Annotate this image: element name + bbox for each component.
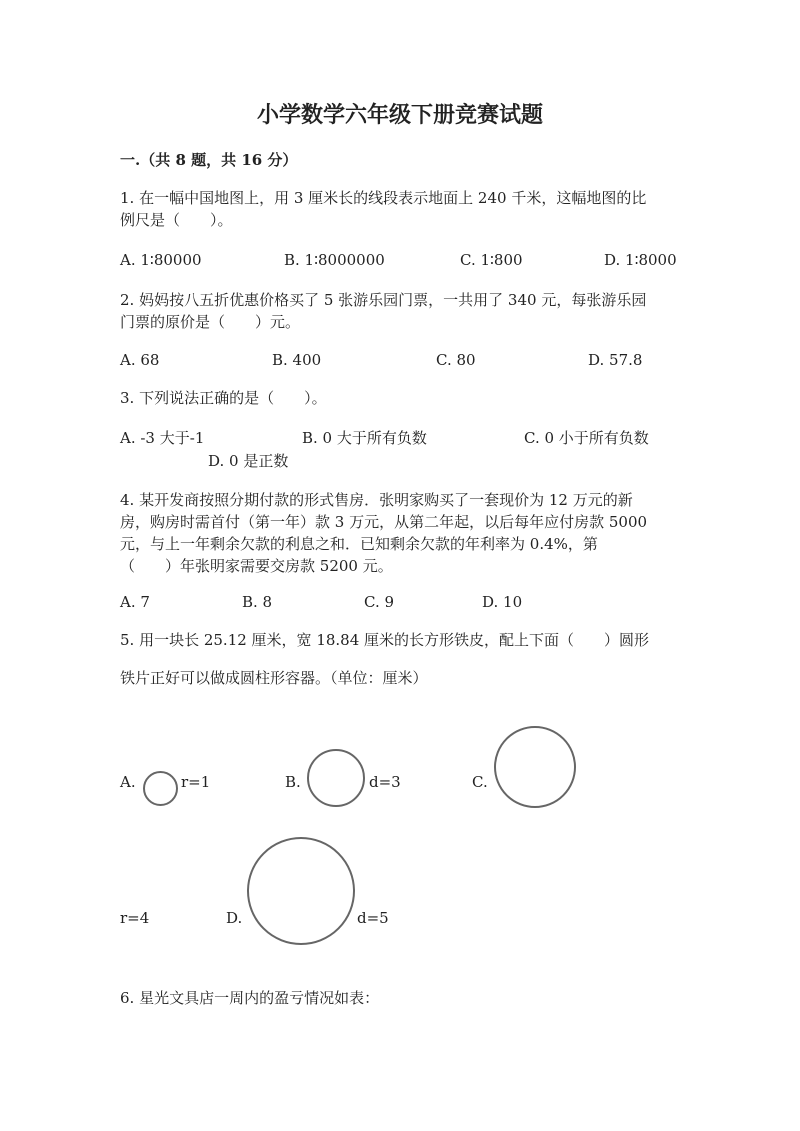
q1-option-b[interactable]: B. 1∶8000000 (284, 251, 385, 269)
q4-option-c[interactable]: C. 9 (364, 593, 395, 611)
q3-option-c[interactable]: C. 0 小于所有负数 (524, 429, 649, 447)
q5-option-b-label[interactable]: B. (285, 773, 301, 791)
q4-line3: 元，与上一年剩余欠款的利息之和．已知剩余欠款的年利率为 0.4%，第 (120, 535, 598, 553)
q2-option-d[interactable]: D. 57.8 (588, 351, 643, 369)
q5-option-d-value: d=5 (357, 909, 389, 927)
q5-line2: 铁片正好可以做成圆柱形容器。（单位：厘米） (120, 669, 428, 687)
q2-option-b[interactable]: B. 400 (272, 351, 322, 369)
q3-line1: 3. 下列说法正确的是（ ）。 (120, 389, 327, 407)
q2-line2: 门票的原价是（ ）元。 (120, 313, 301, 331)
q2-option-c[interactable]: C. 80 (436, 351, 476, 369)
q5-line1: 5. 用一块长 25.12 厘米，宽 18.84 厘米的长方形铁皮，配上下面（ ）圆形 (120, 631, 650, 649)
q5-option-b-value: d=3 (369, 773, 401, 791)
q5-option-c-value: r=4 (120, 909, 150, 927)
q1-line2: 例尺是（ ）。 (120, 211, 233, 229)
q1-option-a[interactable]: A. 1∶80000 (120, 251, 202, 269)
q5-option-c-label[interactable]: C. (472, 773, 488, 791)
page-title: 小学数学六年级下册竞赛试题 (256, 102, 543, 128)
q1-option-d[interactable]: D. 1∶8000 (604, 251, 677, 269)
q5-option-d-label[interactable]: D. (226, 909, 243, 927)
q4-option-d[interactable]: D. 10 (482, 593, 523, 611)
circle-b-shape (307, 749, 365, 807)
section-header: 一.（共 8 题，共 16 分） (120, 151, 298, 169)
q1-option-c[interactable]: C. 1∶800 (460, 251, 523, 269)
q4-line1: 4. 某开发商按照分期付款的形式售房．张明家购买了一套现价为 12 万元的新 (120, 491, 633, 509)
circle-c-shape (494, 726, 576, 808)
q1-line1: 1. 在一幅中国地图上，用 3 厘米长的线段表示地面上 240 千米，这幅地图的比 (120, 189, 647, 207)
q3-option-a[interactable]: A. -3 大于-1 (120, 429, 205, 447)
q4-option-a[interactable]: A. 7 (120, 593, 150, 611)
q5-option-a-label[interactable]: A. (120, 773, 136, 791)
q3-option-d[interactable]: D. 0 是正数 (208, 452, 289, 470)
q2-option-a[interactable]: A. 68 (120, 351, 160, 369)
q4-line4: （ ）年张明家需要交房款 5200 元。 (120, 557, 393, 575)
q4-option-b[interactable]: B. 8 (242, 593, 273, 611)
q5-option-a-value: r=1 (181, 773, 211, 791)
q2-line1: 2. 妈妈按八五折优惠价格买了 5 张游乐园门票，一共用了 340 元，每张游乐园 (120, 291, 647, 309)
q4-line2: 房，购房时需首付（第一年）款 3 万元，从第二年起，以后每年应付房款 5000 (120, 513, 648, 531)
circle-d-shape (247, 837, 355, 945)
q3-option-b[interactable]: B. 0 大于所有负数 (302, 429, 427, 447)
q6-line1: 6. 星光文具店一周内的盈亏情况如表： (120, 989, 380, 1007)
circle-a-shape (143, 771, 178, 806)
